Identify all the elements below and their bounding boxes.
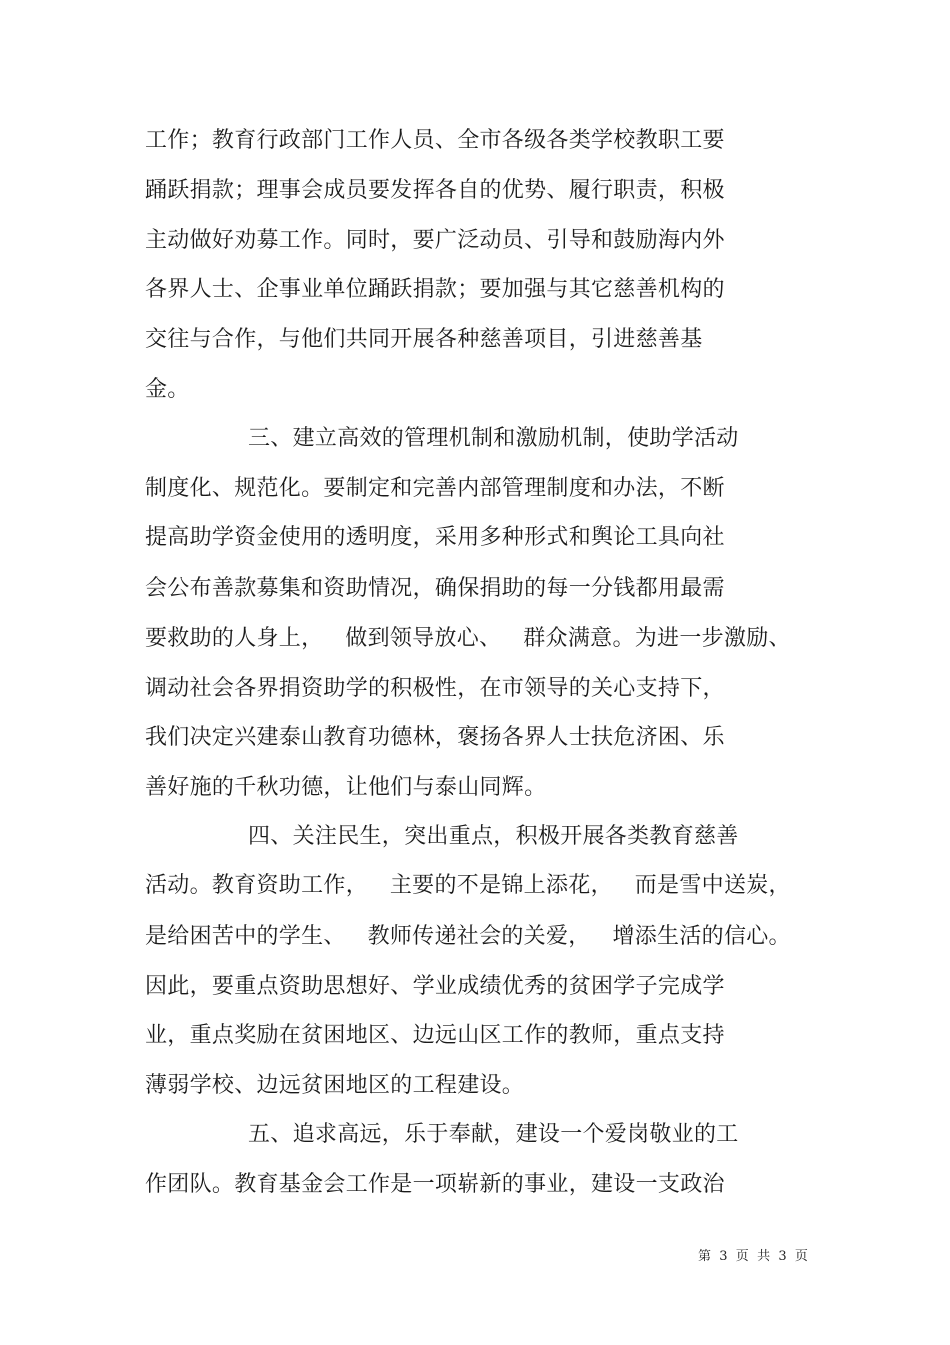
- text-line-6: 金。: [145, 377, 190, 402]
- text-line-9: 提高助学资金使用的透明度，采用多种形式和舆论工具向社: [145, 525, 725, 550]
- text-line-4: 各界人士、企事业单位踊跃捐款；要加强与其它慈善机构的: [145, 277, 725, 302]
- section-three-heading-line: 三、建立高效的管理机制和激励机制，使助学活动: [248, 426, 739, 451]
- text-line-12: 调动社会各界捐资助学的积极性，在市领导的关心支持下，: [145, 676, 725, 701]
- text-line-20: 薄弱学校、边远贫困地区的工程建设。: [145, 1073, 525, 1098]
- section-four-heading-line: 四、关注民生，突出重点，积极开展各类教育慈善: [248, 824, 739, 849]
- text-line-11: 要救助的人身上， 做到领导放心、 群众满意。为进一步激励、: [145, 626, 791, 651]
- text-line-1: 工作；教育行政部门工作人员、全市各级各类学校教职工要: [145, 128, 725, 153]
- text-line-13: 我们决定兴建泰山教育功德林，褒扬各界人士扶危济困、乐: [145, 725, 725, 750]
- text-line-2: 踊跃捐款；理事会成员要发挥各自的优势、履行职责，积极: [145, 178, 725, 203]
- page-number-footer: 第 3 页 共 3 页: [698, 1249, 808, 1264]
- text-line-16: 活动。教育资助工作， 主要的不是锦上添花， 而是雪中送炭，: [145, 873, 791, 898]
- text-line-10: 会公布善款募集和资助情况，确保捐助的每一分钱都用最需: [145, 576, 725, 601]
- text-line-14: 善好施的千秋功德，让他们与泰山同辉。: [145, 775, 547, 800]
- text-line-17: 是给困苦中的学生、 教师传递社会的关爱， 增添生活的信心。: [145, 924, 791, 949]
- section-five-heading-line: 五、追求高远，乐于奉献，建设一个爱岗敬业的工: [248, 1122, 739, 1147]
- text-line-3: 主动做好劝募工作。同时，要广泛动员、引导和鼓励海内外: [145, 228, 725, 253]
- text-line-5: 交往与合作，与他们共同开展各种慈善项目，引进慈善基: [145, 327, 703, 352]
- text-line-19: 业，重点奖励在贫困地区、边远山区工作的教师，重点支持: [145, 1023, 725, 1048]
- text-line-18: 因此，要重点资助思想好、学业成绩优秀的贫困学子完成学: [145, 974, 725, 999]
- text-line-22: 作团队。教育基金会工作是一项崭新的事业，建设一支政治: [145, 1172, 725, 1197]
- text-line-8: 制度化、规范化。要制定和完善内部管理制度和办法，不断: [145, 476, 725, 501]
